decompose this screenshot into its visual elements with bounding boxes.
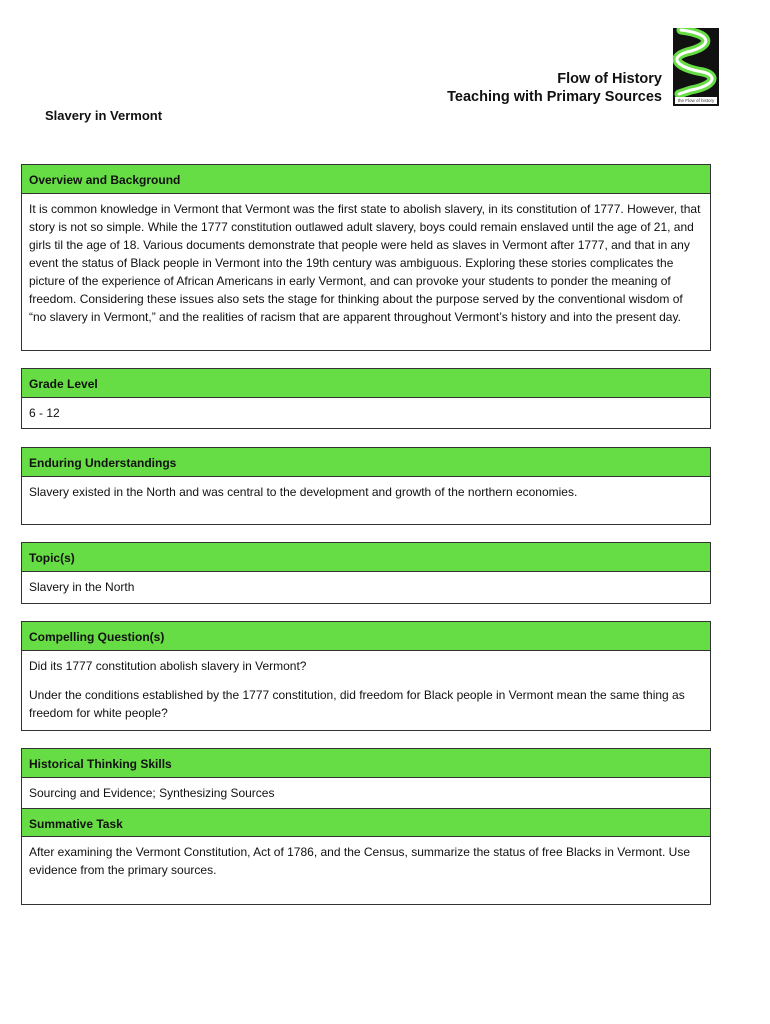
grade-level-section <box>21 368 711 429</box>
skills-and-task-section <box>21 748 711 905</box>
enduring-understandings-section <box>21 447 711 525</box>
header-line-1: Flow of History <box>557 71 662 87</box>
topics-section <box>21 542 711 604</box>
overview-body: It is common knowledge in Vermont that Vermont was the first state to abolish slavery, in its constitution of 1777. However, that story is not so simple. While the 1777 constitution outlawed adult slavery, boys could remain enslaved until the age of 21, and girls til the age of 18. Various documents demonstrate that people were held as slaves in Vermont after 1777, and that in any event the status of Black people in Vermont into the 19th century was ambiguous. Exploring these stories complicates the picture of the experience of African Americans in early Vermont, and can provoke your students to ponder the meaning of freedom. Considering these issues also sets the stage for thinking about the purpose served by the conventional wisdom of “no slavery in Vermont,” and the realities of racism that are apparent throughout Vermont’s history and into the present day. <box>29 202 701 324</box>
compelling-question-2: Under the conditions established by the 1777 constitution, did freedom for Black people in Vermont mean the same thing as freedom for white people? <box>29 688 685 720</box>
grade-level-value: 6 - 12 <box>29 406 60 420</box>
enduring-understandings-body: Slavery existed in the North and was central to the development and growth of the northern economies. <box>29 485 578 499</box>
compelling-question-1: Did its 1777 constitution abolish slavery in Vermont? <box>29 659 307 673</box>
enduring-understandings-heading: Enduring Understandings <box>22 448 710 477</box>
flow-of-history-logo <box>673 28 719 106</box>
header-line-2: Teaching with Primary Sources <box>447 89 662 105</box>
grade-level-heading: Grade Level <box>22 369 710 398</box>
overview-section <box>21 164 711 351</box>
historical-thinking-skills-heading: Historical Thinking Skills <box>22 749 710 778</box>
historical-thinking-skills-body: Sourcing and Evidence; Synthesizing Sources <box>29 786 275 800</box>
document-title: Slavery in Vermont <box>45 108 163 123</box>
topics-body: Slavery in the North <box>29 580 135 594</box>
compelling-questions-heading: Compelling Question(s) <box>22 622 710 651</box>
compelling-questions-section <box>21 621 711 731</box>
topics-heading: Topic(s) <box>22 543 710 572</box>
river-logo-icon <box>673 28 719 98</box>
overview-heading: Overview and Background <box>22 165 710 194</box>
logo-caption: the Flow of history <box>675 97 717 104</box>
summative-task-body: After examining the Vermont Constitution, Act of 1786, and the Census, summarize the status of free Blacks in Vermont. Use evidence from the primary sources. <box>29 845 691 877</box>
header-titles <box>447 70 662 106</box>
summative-task-heading: Summative Task <box>22 808 710 837</box>
